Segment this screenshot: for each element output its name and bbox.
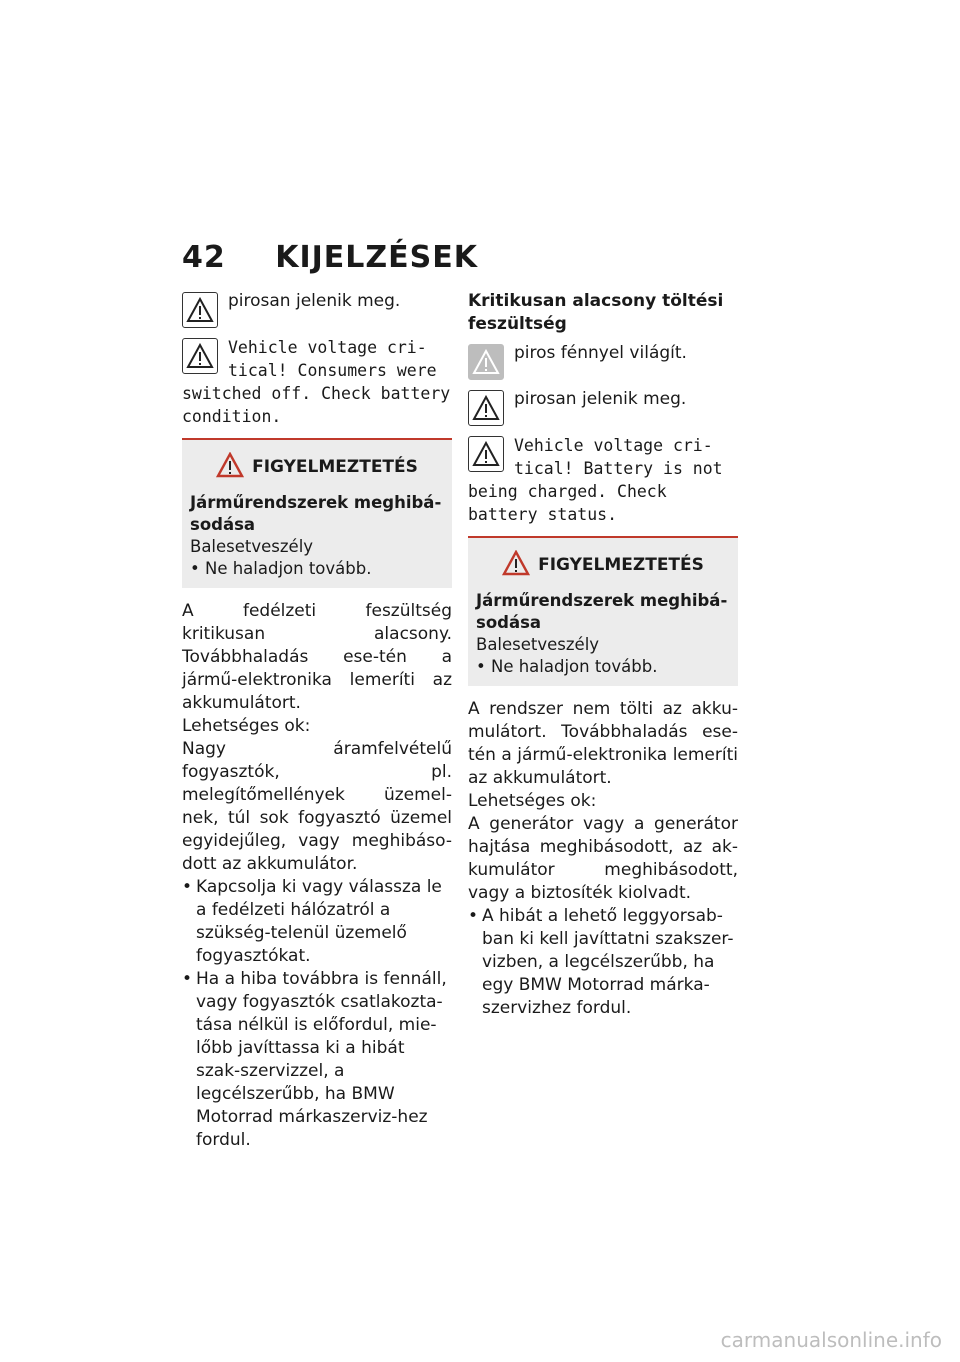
warning-triangle-icon (468, 344, 504, 380)
page-header (182, 240, 478, 275)
list-item: • Kapcsolja ki vagy válassza le a fedélzeti hálózatról a szükség-telenül üzemelő fogyasztókat. (182, 876, 452, 968)
paragraph: A fedélzeti feszültség kritikusan alacsony. Továbbhaladás ese-tén a jármű-elektronika lemeríti az akkumulátort. (182, 601, 452, 713)
paragraph: Lehetséges ok: (468, 791, 597, 811)
warning-heading: Járműrendszerek meghibá-sodása (190, 493, 442, 534)
warning-title: FIGYELMEZTETÉS (538, 555, 704, 575)
warning-bullet: • Ne haladjon tovább. (476, 657, 658, 676)
list-item: • Ha a hiba továbbra is fennáll, vagy fogyasztók csatlakozta-tása nélkül is előfordul, mie-lőbb javíttassa ki a hibát szak-szervizzel, a legcélszerűbb, ha BMW Motorrad márkaszerviz-hez fordul. (182, 968, 452, 1152)
bullet-list (468, 905, 738, 1020)
page-number: 42 (182, 240, 226, 275)
section-heading: Kritikusan alacsony töltési feszültség (468, 291, 724, 334)
watermark: carmanualsonline.info (720, 1328, 942, 1352)
bullet-list (182, 876, 452, 1152)
list-item: • A hibát a lehető leggyorsab-ban ki kell javíttatni szakszer-vizben, a legcélszerűbb, ha egy BMW Motorrad márka-szervizhez fordul. (468, 905, 738, 1020)
symbol-description: pirosan jelenik meg. (228, 291, 401, 311)
display-message-text: Vehicle voltage cri-tical! Battery is not being charged. Check battery status. (468, 436, 723, 524)
warning-header (190, 452, 444, 482)
display-message-text: Vehicle voltage cri-tical! Consumers were switched off. Check battery condition. (182, 338, 451, 426)
display-message (468, 434, 738, 526)
left-column (182, 290, 452, 1152)
warning-title: FIGYELMEZTETÉS (252, 457, 418, 477)
right-column (468, 290, 738, 1020)
warning-triangle-icon (468, 436, 504, 472)
warning-box (182, 440, 452, 588)
paragraph: A generátor vagy a generátor hajtása meghibásodott, az ak-kumulátor meghibásodott, vagy a biztosíték kiolvadt. (468, 814, 738, 903)
symbol-description: piros fénnyel világít. (514, 343, 687, 363)
page-title: KIJELZÉSEK (275, 240, 478, 275)
warning-box (468, 538, 738, 686)
warning-heading: Járműrendszerek meghibá-sodása (476, 591, 728, 632)
warning-triangle-icon (468, 390, 504, 426)
symbol-row (182, 290, 452, 328)
symbol-row (468, 388, 738, 426)
warning-triangle-icon (182, 292, 218, 328)
exclamation-triangle-icon (216, 452, 244, 482)
symbol-description: pirosan jelenik meg. (514, 389, 687, 409)
symbol-row (468, 342, 738, 380)
paragraph: A rendszer nem tölti az akku-mulátort. Továbbhaladás ese-tén a jármű-elektronika lemeríti az akkumulátort. (468, 699, 738, 788)
warning-risk: Balesetveszély (476, 635, 600, 654)
display-message (182, 336, 452, 428)
warning-header (476, 550, 730, 580)
warning-triangle-icon (182, 338, 218, 374)
warning-risk: Balesetveszély (190, 537, 314, 556)
paragraph: Lehetséges ok: (182, 716, 311, 736)
exclamation-triangle-icon (502, 550, 530, 580)
paragraph: Nagy áramfelvételű fogyasztók, pl. melegítőmellények üzemel-nek, túl sok fogyasztó üzemel egyidejűleg, vagy meghibáso-dott az akkumulátor. (182, 739, 452, 874)
warning-bullet: • Ne haladjon tovább. (190, 559, 372, 578)
